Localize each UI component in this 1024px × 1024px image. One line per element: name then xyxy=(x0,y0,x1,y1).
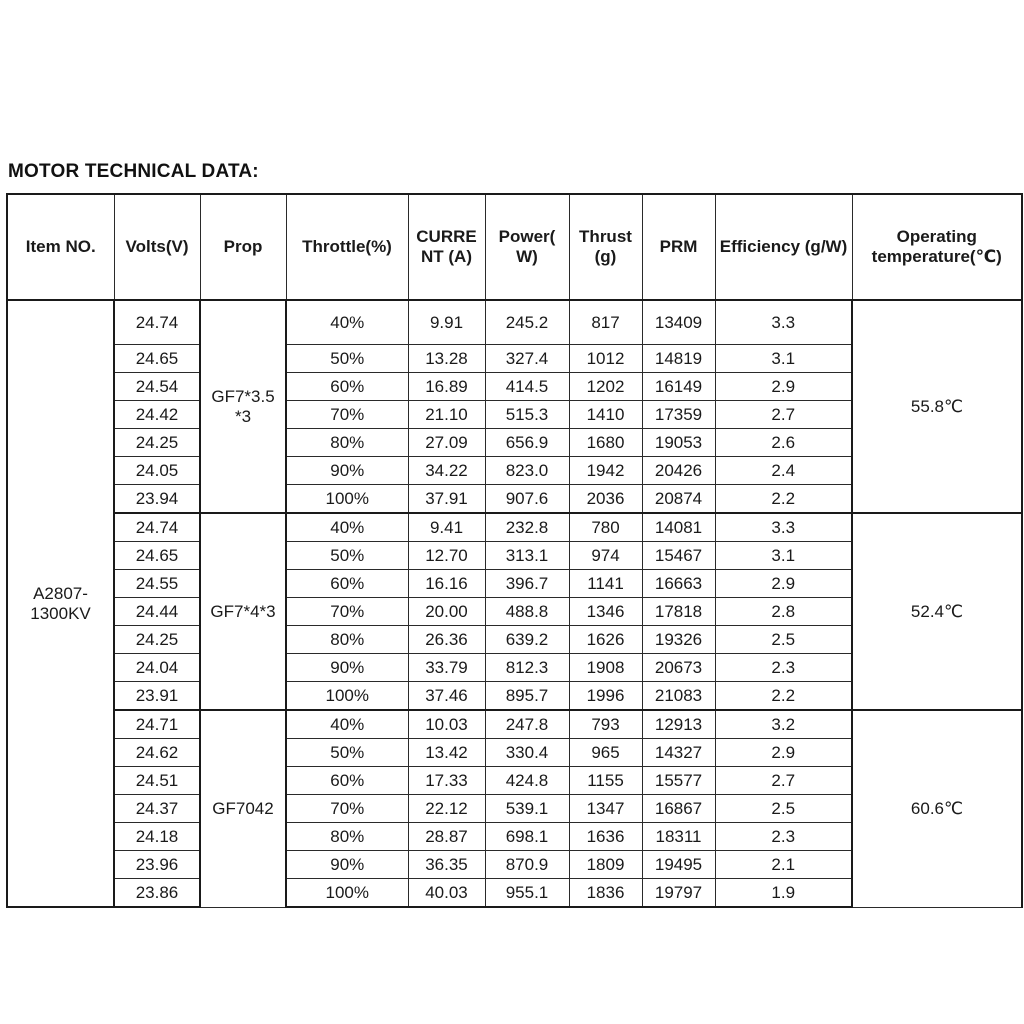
volts-cell: 24.65 xyxy=(114,542,200,570)
volts-cell: 24.74 xyxy=(114,513,200,542)
efficiency-cell: 2.4 xyxy=(715,457,852,485)
volts-cell: 24.18 xyxy=(114,823,200,851)
header-efficiency: Efficiency (g/W) xyxy=(715,194,852,300)
prm-cell: 12913 xyxy=(642,710,715,739)
prm-cell: 18311 xyxy=(642,823,715,851)
throttle-cell: 80% xyxy=(286,823,408,851)
throttle-cell: 100% xyxy=(286,682,408,711)
current-cell: 28.87 xyxy=(408,823,485,851)
efficiency-cell: 2.1 xyxy=(715,851,852,879)
prm-cell: 19053 xyxy=(642,429,715,457)
throttle-cell: 60% xyxy=(286,570,408,598)
power-cell: 539.1 xyxy=(485,795,569,823)
thrust-cell: 1410 xyxy=(569,401,642,429)
power-cell: 907.6 xyxy=(485,485,569,514)
throttle-cell: 70% xyxy=(286,401,408,429)
power-cell: 812.3 xyxy=(485,654,569,682)
current-cell: 37.91 xyxy=(408,485,485,514)
thrust-cell: 1680 xyxy=(569,429,642,457)
throttle-cell: 50% xyxy=(286,739,408,767)
current-cell: 21.10 xyxy=(408,401,485,429)
throttle-cell: 70% xyxy=(286,795,408,823)
prm-cell: 19326 xyxy=(642,626,715,654)
efficiency-cell: 2.9 xyxy=(715,739,852,767)
power-cell: 232.8 xyxy=(485,513,569,542)
thrust-cell: 793 xyxy=(569,710,642,739)
throttle-cell: 50% xyxy=(286,345,408,373)
current-cell: 13.28 xyxy=(408,345,485,373)
power-cell: 656.9 xyxy=(485,429,569,457)
volts-cell: 24.62 xyxy=(114,739,200,767)
efficiency-cell: 2.8 xyxy=(715,598,852,626)
prop-cell: GF7*3.5 *3 xyxy=(200,300,286,513)
efficiency-cell: 2.3 xyxy=(715,823,852,851)
volts-cell: 24.51 xyxy=(114,767,200,795)
current-cell: 13.42 xyxy=(408,739,485,767)
volts-cell: 24.25 xyxy=(114,626,200,654)
thrust-cell: 1996 xyxy=(569,682,642,711)
efficiency-cell: 3.2 xyxy=(715,710,852,739)
efficiency-cell: 3.1 xyxy=(715,345,852,373)
current-cell: 27.09 xyxy=(408,429,485,457)
thrust-cell: 1012 xyxy=(569,345,642,373)
power-cell: 247.8 xyxy=(485,710,569,739)
throttle-cell: 90% xyxy=(286,851,408,879)
thrust-cell: 817 xyxy=(569,300,642,345)
throttle-cell: 40% xyxy=(286,513,408,542)
current-cell: 26.36 xyxy=(408,626,485,654)
header-throttle: Throttle(%) xyxy=(286,194,408,300)
efficiency-cell: 2.6 xyxy=(715,429,852,457)
volts-cell: 24.54 xyxy=(114,373,200,401)
throttle-cell: 40% xyxy=(286,710,408,739)
power-cell: 414.5 xyxy=(485,373,569,401)
throttle-cell: 80% xyxy=(286,429,408,457)
prm-cell: 14327 xyxy=(642,739,715,767)
thrust-cell: 1809 xyxy=(569,851,642,879)
temperature-cell: 55.8℃ xyxy=(852,300,1022,513)
current-cell: 9.91 xyxy=(408,300,485,345)
header-temperature: Operating temperature(℃) xyxy=(852,194,1022,300)
prop-cell: GF7042 xyxy=(200,710,286,907)
table-row xyxy=(7,300,1022,345)
current-cell: 10.03 xyxy=(408,710,485,739)
throttle-cell: 100% xyxy=(286,485,408,514)
volts-cell: 24.55 xyxy=(114,570,200,598)
throttle-cell: 100% xyxy=(286,879,408,908)
sheet-title: MOTOR TECHNICAL DATA: xyxy=(8,161,259,182)
prm-cell: 15577 xyxy=(642,767,715,795)
current-cell: 20.00 xyxy=(408,598,485,626)
power-cell: 424.8 xyxy=(485,767,569,795)
current-cell: 16.16 xyxy=(408,570,485,598)
table-row xyxy=(7,513,1022,542)
volts-cell: 24.04 xyxy=(114,654,200,682)
volts-cell: 23.96 xyxy=(114,851,200,879)
prm-cell: 16149 xyxy=(642,373,715,401)
efficiency-cell: 2.7 xyxy=(715,401,852,429)
power-cell: 895.7 xyxy=(485,682,569,711)
current-cell: 17.33 xyxy=(408,767,485,795)
efficiency-cell: 1.9 xyxy=(715,879,852,908)
thrust-cell: 2036 xyxy=(569,485,642,514)
power-cell: 396.7 xyxy=(485,570,569,598)
volts-cell: 24.44 xyxy=(114,598,200,626)
prm-cell: 13409 xyxy=(642,300,715,345)
thrust-cell: 1347 xyxy=(569,795,642,823)
volts-cell: 24.37 xyxy=(114,795,200,823)
prop-cell: GF7*4*3 xyxy=(200,513,286,710)
thrust-cell: 780 xyxy=(569,513,642,542)
prm-cell: 19495 xyxy=(642,851,715,879)
throttle-cell: 40% xyxy=(286,300,408,345)
prm-cell: 20673 xyxy=(642,654,715,682)
thrust-cell: 1141 xyxy=(569,570,642,598)
current-cell: 22.12 xyxy=(408,795,485,823)
power-cell: 823.0 xyxy=(485,457,569,485)
header-power: Power( W) xyxy=(485,194,569,300)
current-cell: 37.46 xyxy=(408,682,485,711)
power-cell: 515.3 xyxy=(485,401,569,429)
throttle-cell: 90% xyxy=(286,457,408,485)
volts-cell: 24.71 xyxy=(114,710,200,739)
current-cell: 33.79 xyxy=(408,654,485,682)
prm-cell: 16663 xyxy=(642,570,715,598)
item-no-cell: A2807- 1300KV xyxy=(7,300,114,907)
efficiency-cell: 2.9 xyxy=(715,570,852,598)
current-cell: 12.70 xyxy=(408,542,485,570)
prm-cell: 21083 xyxy=(642,682,715,711)
volts-cell: 24.65 xyxy=(114,345,200,373)
prm-cell: 16867 xyxy=(642,795,715,823)
thrust-cell: 1155 xyxy=(569,767,642,795)
efficiency-cell: 3.3 xyxy=(715,300,852,345)
header-prop: Prop xyxy=(200,194,286,300)
power-cell: 313.1 xyxy=(485,542,569,570)
header-item-no: Item NO. xyxy=(7,194,114,300)
prm-cell: 14081 xyxy=(642,513,715,542)
thrust-cell: 1636 xyxy=(569,823,642,851)
prm-cell: 19797 xyxy=(642,879,715,908)
current-cell: 9.41 xyxy=(408,513,485,542)
temperature-cell: 52.4℃ xyxy=(852,513,1022,710)
table-row xyxy=(7,710,1022,739)
throttle-cell: 90% xyxy=(286,654,408,682)
header-volts: Volts(V) xyxy=(114,194,200,300)
thrust-cell: 1202 xyxy=(569,373,642,401)
current-cell: 16.89 xyxy=(408,373,485,401)
prm-cell: 20874 xyxy=(642,485,715,514)
efficiency-cell: 2.2 xyxy=(715,485,852,514)
efficiency-cell: 2.3 xyxy=(715,654,852,682)
table-body xyxy=(7,300,1022,907)
volts-cell: 24.25 xyxy=(114,429,200,457)
header-row xyxy=(7,194,1022,300)
motor-data-table xyxy=(6,193,1023,908)
power-cell: 245.2 xyxy=(485,300,569,345)
power-cell: 870.9 xyxy=(485,851,569,879)
prm-cell: 17359 xyxy=(642,401,715,429)
thrust-cell: 1908 xyxy=(569,654,642,682)
prm-cell: 17818 xyxy=(642,598,715,626)
power-cell: 488.8 xyxy=(485,598,569,626)
power-cell: 698.1 xyxy=(485,823,569,851)
efficiency-cell: 2.7 xyxy=(715,767,852,795)
current-cell: 40.03 xyxy=(408,879,485,908)
volts-cell: 24.74 xyxy=(114,300,200,345)
throttle-cell: 80% xyxy=(286,626,408,654)
header-current: CURRE NT (A) xyxy=(408,194,485,300)
thrust-cell: 1942 xyxy=(569,457,642,485)
thrust-cell: 1836 xyxy=(569,879,642,908)
thrust-cell: 1346 xyxy=(569,598,642,626)
volts-cell: 23.86 xyxy=(114,879,200,908)
efficiency-cell: 2.9 xyxy=(715,373,852,401)
efficiency-cell: 2.2 xyxy=(715,682,852,711)
prm-cell: 14819 xyxy=(642,345,715,373)
volts-cell: 24.42 xyxy=(114,401,200,429)
prm-cell: 20426 xyxy=(642,457,715,485)
thrust-cell: 974 xyxy=(569,542,642,570)
temperature-cell: 60.6℃ xyxy=(852,710,1022,907)
header-prm: PRM xyxy=(642,194,715,300)
efficiency-cell: 3.1 xyxy=(715,542,852,570)
volts-cell: 24.05 xyxy=(114,457,200,485)
throttle-cell: 50% xyxy=(286,542,408,570)
power-cell: 327.4 xyxy=(485,345,569,373)
throttle-cell: 70% xyxy=(286,598,408,626)
efficiency-cell: 3.3 xyxy=(715,513,852,542)
power-cell: 330.4 xyxy=(485,739,569,767)
current-cell: 36.35 xyxy=(408,851,485,879)
throttle-cell: 60% xyxy=(286,373,408,401)
current-cell: 34.22 xyxy=(408,457,485,485)
power-cell: 955.1 xyxy=(485,879,569,908)
thrust-cell: 965 xyxy=(569,739,642,767)
volts-cell: 23.91 xyxy=(114,682,200,711)
prm-cell: 15467 xyxy=(642,542,715,570)
thrust-cell: 1626 xyxy=(569,626,642,654)
power-cell: 639.2 xyxy=(485,626,569,654)
header-thrust: Thrust (g) xyxy=(569,194,642,300)
efficiency-cell: 2.5 xyxy=(715,626,852,654)
throttle-cell: 60% xyxy=(286,767,408,795)
volts-cell: 23.94 xyxy=(114,485,200,514)
efficiency-cell: 2.5 xyxy=(715,795,852,823)
